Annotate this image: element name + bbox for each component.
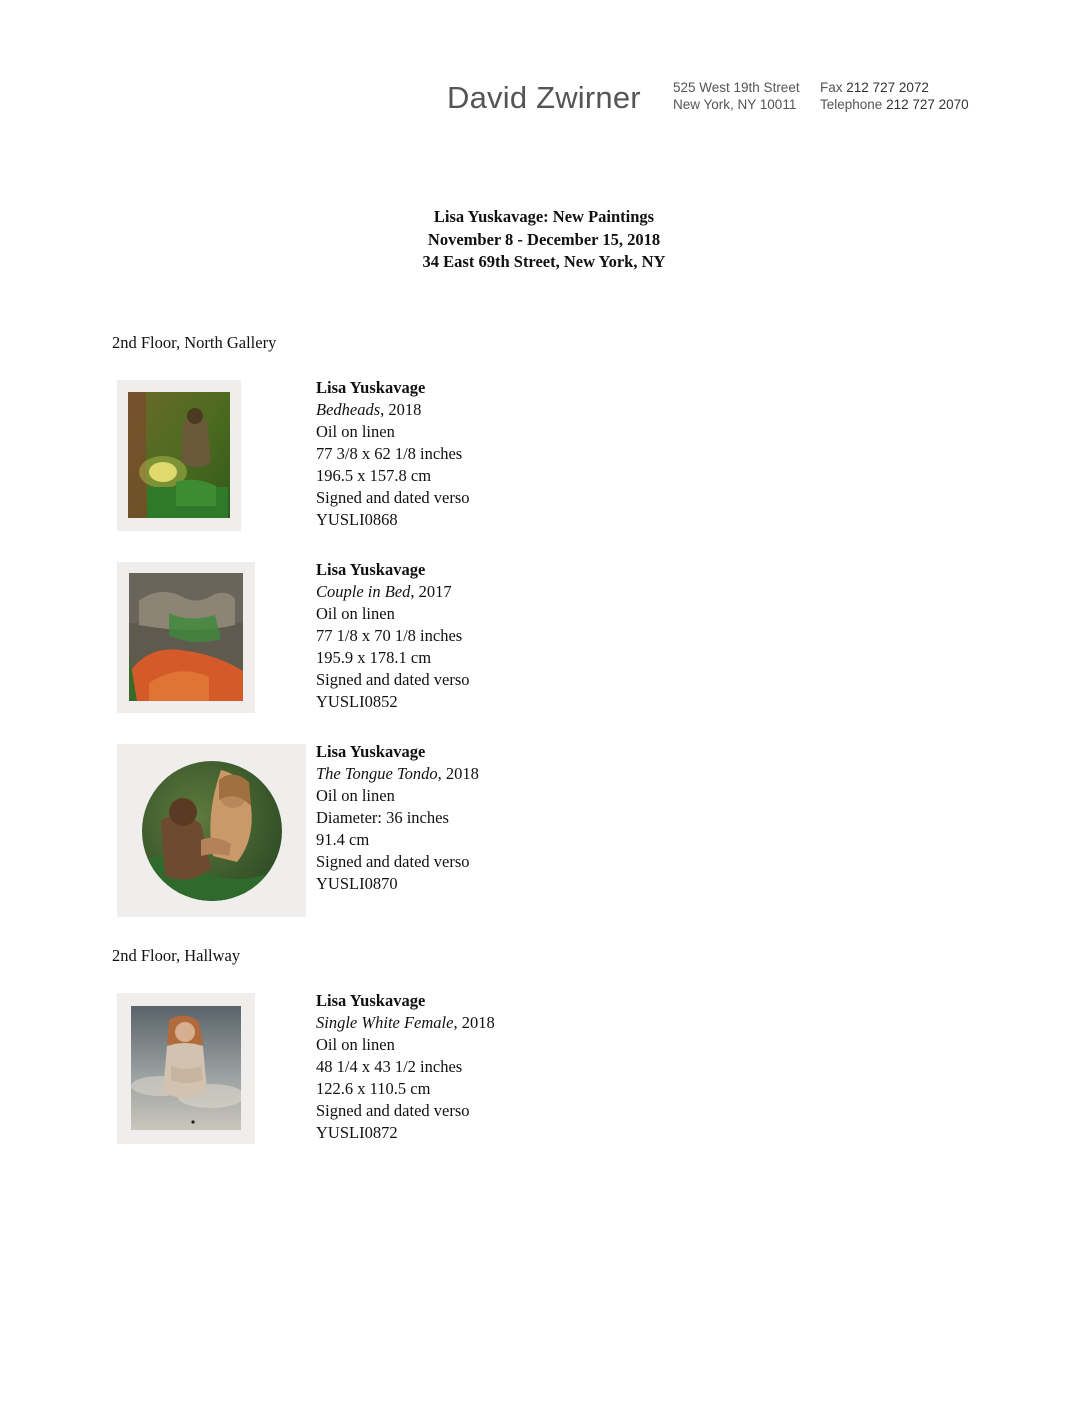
painting-couple-in-bed-image (129, 573, 243, 701)
exhibition-dates: November 8 - December 15, 2018 (427, 229, 661, 249)
artist-name: Lisa Yuskavage (316, 378, 426, 397)
artwork-dimensions-inches: 77 1/8 x 70 1/8 inches (316, 626, 463, 645)
artwork-year: , 2018 (437, 764, 479, 783)
artwork-caption (316, 741, 479, 895)
artwork-dimensions-cm: 195.9 x 178.1 cm (316, 648, 432, 667)
artist-name: Lisa Yuskavage (316, 991, 426, 1010)
artwork-thumbnail (117, 380, 241, 531)
artwork-inventory-number: YUSLI0870 (316, 874, 398, 893)
painting-bedheads-image (128, 392, 230, 518)
artwork-title: Bedheads (316, 400, 381, 419)
artwork-title-line (316, 399, 470, 421)
artwork-title: Single White Female (316, 1013, 454, 1032)
artwork-dimensions-inches: 77 3/8 x 62 1/8 inches (316, 444, 463, 463)
artwork-signature: Signed and dated verso (316, 670, 470, 689)
artwork-dimensions-inches: Diameter: 36 inches (316, 808, 449, 827)
artwork-signature: Signed and dated verso (316, 1101, 470, 1120)
artwork-signature: Signed and dated verso (316, 488, 470, 507)
artwork-medium: Oil on linen (316, 422, 395, 441)
artwork-inventory-number: YUSLI0872 (316, 1123, 398, 1142)
artwork-year: , 2018 (380, 400, 422, 419)
fax-line: Fax 212 727 2072 (820, 80, 929, 95)
section-label-north-gallery: 2nd Floor, North Gallery (112, 333, 277, 352)
address-line-2: New York, NY 10011 (673, 97, 797, 112)
artwork-dimensions-cm: 196.5 x 157.8 cm (316, 466, 432, 485)
artwork-caption (316, 559, 470, 713)
artwork-medium: Oil on linen (316, 1035, 395, 1054)
artwork-dimensions-cm: 91.4 cm (316, 830, 370, 849)
artwork-thumbnail (117, 562, 255, 713)
artwork-year: , 2018 (453, 1013, 495, 1032)
artwork-year: , 2017 (410, 582, 452, 601)
exhibition-header (0, 206, 1088, 274)
painting-single-white-female-image (131, 1006, 241, 1130)
artwork-thumbnail (117, 993, 255, 1144)
artwork-caption (316, 990, 495, 1144)
artist-name: Lisa Yuskavage (316, 560, 426, 579)
artwork-title-line (316, 1012, 495, 1034)
artwork-medium: Oil on linen (316, 786, 395, 805)
artwork-inventory-number: YUSLI0852 (316, 692, 398, 711)
painting-tongue-tondo-image (141, 760, 283, 902)
exhibition-location: 34 East 69th Street, New York, NY (422, 252, 666, 271)
gallery-address (673, 79, 800, 113)
gallery-logo: David Zwirner (447, 80, 641, 115)
artwork-dimensions-cm: 122.6 x 110.5 cm (316, 1079, 431, 1098)
artist-name: Lisa Yuskavage (316, 742, 426, 761)
exhibition-title: Lisa Yuskavage: New Paintings (433, 207, 655, 226)
artwork-caption (316, 377, 470, 531)
artwork-medium: Oil on linen (316, 604, 395, 623)
artwork-title-line (316, 763, 479, 785)
artwork-title: The Tongue Tondo (316, 764, 438, 783)
artwork-thumbnail (117, 744, 306, 917)
artwork-dimensions-inches: 48 1/4 x 43 1/2 inches (316, 1057, 463, 1076)
gallery-contact (820, 79, 969, 113)
artwork-title: Couple in Bed (316, 582, 411, 601)
telephone-line: Telephone 212 727 2070 (820, 97, 969, 112)
section-label-hallway: 2nd Floor, Hallway (112, 946, 241, 965)
artwork-signature: Signed and dated verso (316, 852, 470, 871)
address-line-1: 525 West 19th Street (673, 80, 800, 95)
artwork-title-line (316, 581, 470, 603)
artwork-inventory-number: YUSLI0868 (316, 510, 398, 529)
